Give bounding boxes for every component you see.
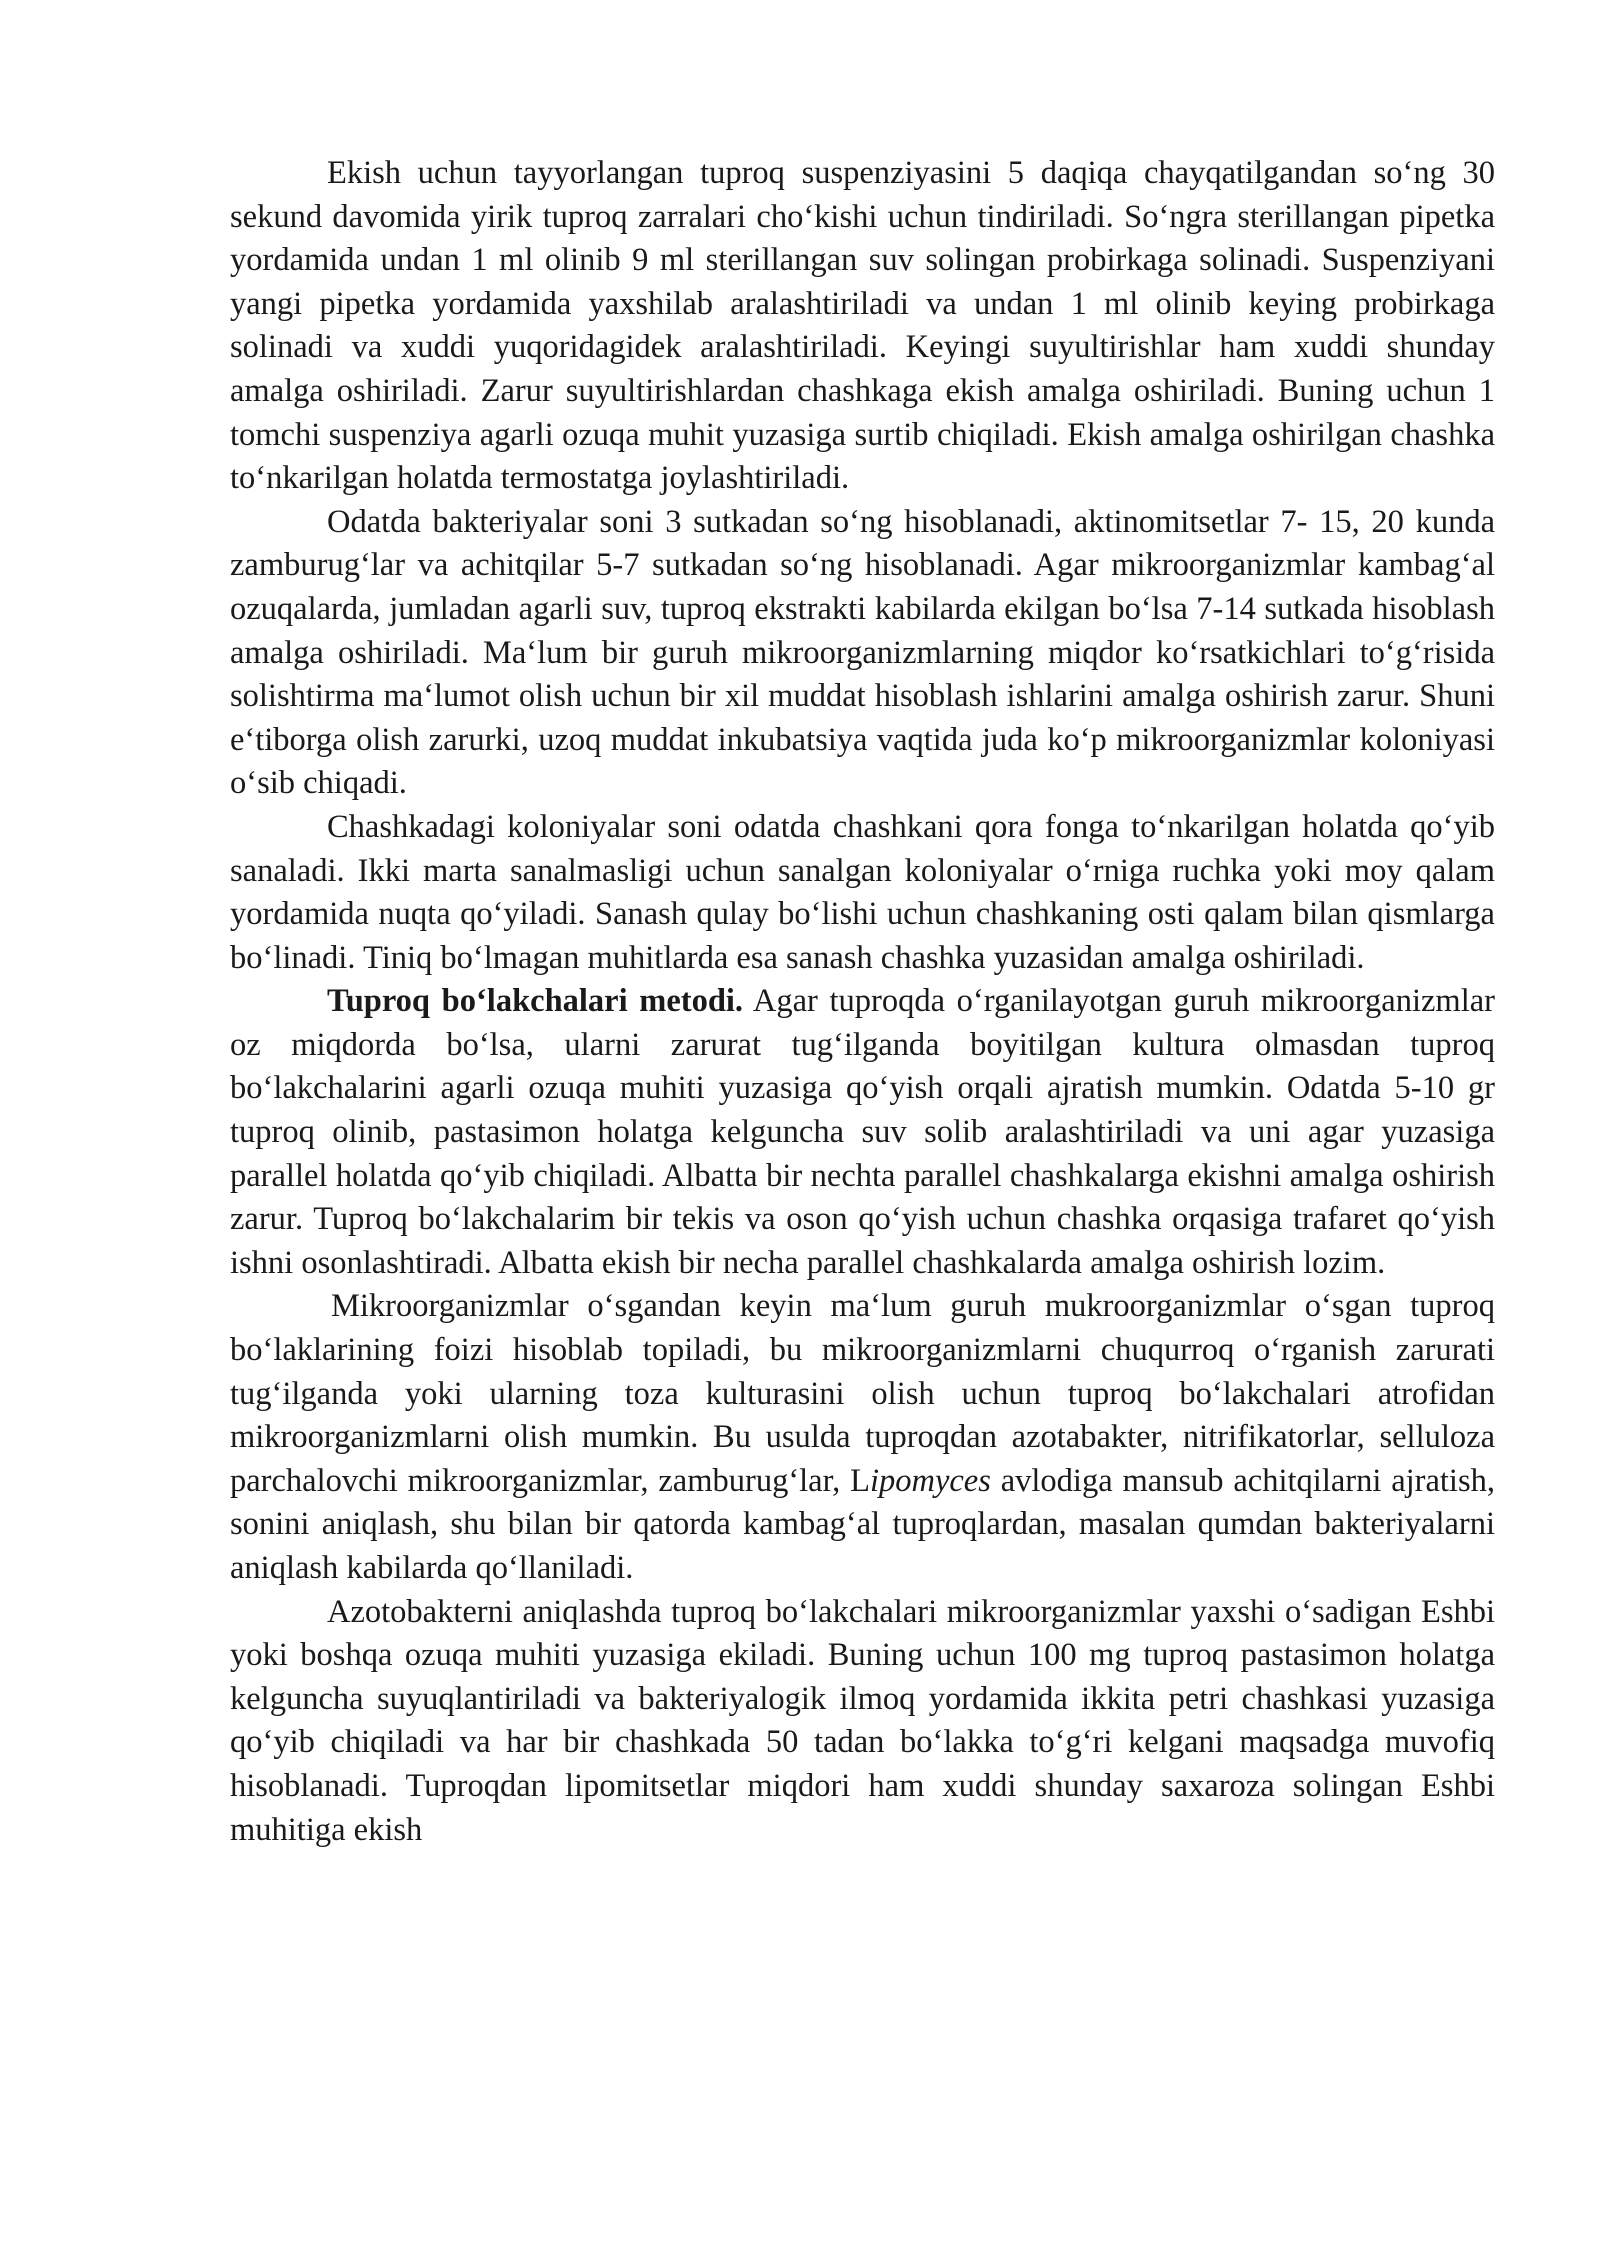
paragraph-soil-particles-method bbox=[230, 980, 1495, 1285]
paragraph-microorganism-growth bbox=[230, 1285, 1495, 1590]
document-page bbox=[230, 152, 1495, 1852]
paragraph-azotobacter bbox=[230, 1591, 1495, 1853]
paragraph-text: avlodiga mansub achitqilarni ajratish, sonini aniqlash, shu bilan bir qatorda kambag‘al tuproqlardan, masalan qumdan bakteriyalarni aniqlash kabilarda qo‘llaniladi. bbox=[230, 1462, 1495, 1586]
paragraph-text: Agar tuproqda o‘rganilayotgan guruh mikroorganizmlar oz miqdorda bo‘lsa, ularni zarurat tug‘ilganda boyitilgan kultura olmasdan tuproq bo‘lakchalarini agarli ozuqa muhiti yuzasiga qo‘yish orqali ajratish mumkin. Odatda 5-10 gr tuproq olinib, pastasimon holatga kelguncha suv solib aralashtiriladi va uni agar yuzasiga parallel holatda qo‘yib chiqiladi. Albatta bir nechta parallel chashkalarga ekishni amalga oshirish zarur. Tuproq bo‘lakchalarim bir tekis va oson qo‘yish uchun chashka orqasiga trafaret qo‘yish ishni osonlashtiradi. Albatta ekish bir necha parallel chashkalarda amalga oshirish lozim. bbox=[230, 983, 1495, 1281]
paragraph-soil-suspension bbox=[230, 152, 1495, 501]
paragraph-counting-time bbox=[230, 501, 1495, 806]
paragraph-text: Odatda bakteriyalar soni 3 sutkadan so‘ng hisoblanadi, aktinomitsetlar 7- 15, 20 kunda zamburug‘lar va achitqilar 5-7 sutkadan so‘ng hisoblanadi. Agar mikroorganizmlar kambag‘al ozuqalarda, jumladan agarli suv, tuproq ekstrakti kabilarda ekilgan bo‘lsa 7-14 sutkada hisoblash amalga oshiriladi. Ma‘lum bir guruh mikroorganizmlarning miqdor ko‘rsatkichlari to‘g‘risida solishtirma ma‘lumot olish uchun bir xil muddat hisoblash ishlarini amalga oshirish zarur. Shuni e‘tiborga olish zarurki, uzoq muddat inkubatsiya vaqtida juda ko‘p mikroorganizmlar koloniyasi o‘sib chiqadi. bbox=[230, 503, 1495, 802]
paragraph-text: Ekish uchun tayyorlangan tuproq suspenziyasini 5 daqiqa chayqatilgandan so‘ng 30 sekund davomida yirik tuproq zarralari cho‘kishi uchun tindiriladi. So‘ngra sterillangan pipetka yordamida undan 1 ml olinib 9 ml sterillangan suv solingan probirkaga solinadi. Suspenziyani yangi pipetka yordamida yaxshilab aralashtiriladi va undan 1 ml olinib keying probirkaga solinadi va xuddi yuqoridagidek aralashtiriladi. Keyingi suyultirishlar ham xuddi shunday amalga oshiriladi. Zarur suyultirishlardan chashkaga ekish amalga oshiriladi. Buning uchun 1 tomchi suspenziya agarli ozuqa muhit yuzasiga surtib chiqiladi. Ekish amalga oshirilgan chashka to‘nkarilgan holatda termostatga joylashtiriladi. bbox=[230, 155, 1495, 497]
paragraph-text: Chashkadagi koloniyalar soni odatda chashkani qora fonga to‘nkarilgan holatda qo‘yib sanaladi. Ikki marta sanalmasligi uchun sanalgan koloniyalar o‘rniga ruchka yoki moy qalam yordamida nuqta qo‘yiladi. Sanash qulay bo‘lishi uchun chashkaning osti qalam bilan qismlarga bo‘linadi. Tiniq bo‘lmagan muhitlarda esa sanash chashka yuzasidan amalga oshiriladi. bbox=[230, 808, 1495, 976]
paragraph-text: Mikroorganizmlar o‘sgandan keyin ma‘lum guruh mukroorganizmlar o‘sgan tuproq bo‘laklarining foizi hisoblab topiladi, bu mikroorganizmlarni chuqurroq o‘rganish zarurati tug‘ilganda yoki ularning toza kulturasini olish uchun tuproq bo‘lakchalari atrofidan mikroorganizmlarni olish mumkin. Bu usulda tuproqdan azotabakter, nitrifikatorlar, selluloza parchalovchi mikroorganizmlar, zamburug‘lar, L bbox=[230, 1288, 1495, 1499]
paragraph-colony-counting bbox=[230, 806, 1495, 980]
genus-name-italic: ipomyces bbox=[869, 1462, 991, 1499]
paragraph-text: Azotobakterni aniqlashda tuproq bo‘lakchalari mikroorganizmlar yaxshi o‘sadigan Eshbi yoki boshqa ozuqa muhiti yuzasiga ekiladi. Buning uchun 100 mg tuproq pastasimon holatga kelguncha suyuqlantiriladi va bakteriyalogik ilmoq yordamida ikkita petri chashkasi yuzasiga qo‘yib chiqiladi va har bir chashkada 50 tadan bo‘lakka to‘g‘ri kelgani maqsadga muvofiq hisoblanadi. Tuproqdan lipomitsetlar miqdori ham xuddi shunday saxaroza solingan Eshbi muhitiga ekish bbox=[230, 1593, 1495, 1848]
section-heading: Tuproq bo‘lakchalari metodi. bbox=[327, 983, 744, 1020]
